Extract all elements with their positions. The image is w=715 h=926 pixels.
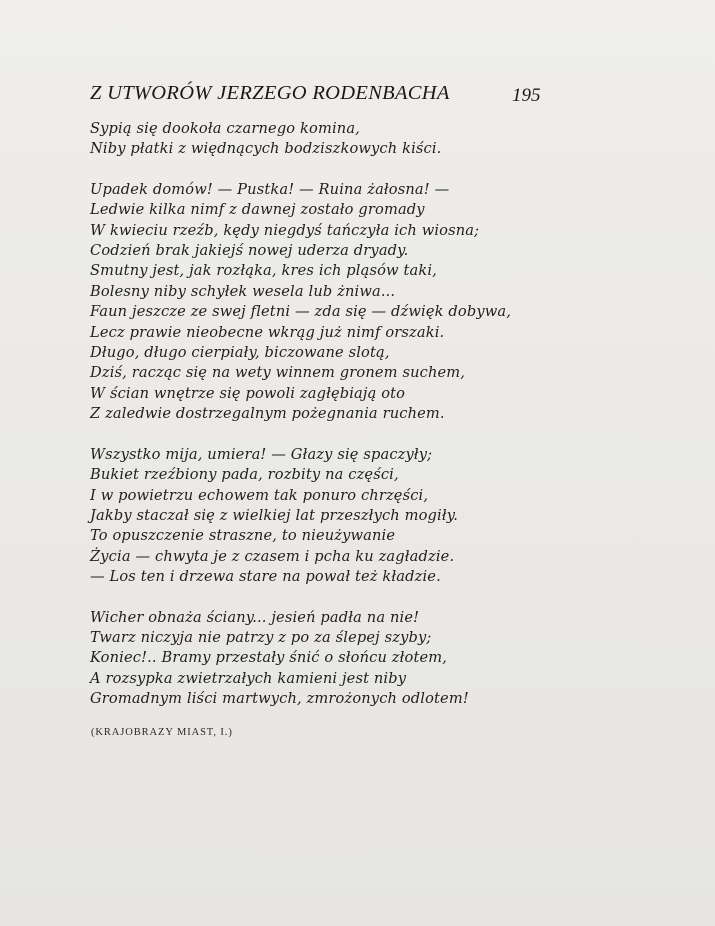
poem-line: Koniec!.. Bramy przestały śnić o słońcu złotem, — [90, 649, 448, 667]
running-header-title: Z UTWORÓW JERZEGO RODENBACHA — [90, 82, 450, 104]
poem-line: Życia — chwyta je z czasem i pcha ku zagładzie. — [90, 547, 455, 565]
poem-line: Bukiet rzeźbiony pada, rozbity na części, — [90, 466, 399, 484]
poem-line: W ścian wnętrze się powoli zagłębiają oto — [90, 384, 406, 402]
poem-line: Smutny jest, jak rozłąka, kres ich pląsów taki, — [90, 262, 437, 280]
poem-body — [90, 119, 540, 730]
stanza-3 — [90, 445, 540, 588]
poem-line: Bolesny niby schyłek wesela lub żniwa... — [90, 282, 396, 300]
poem-line: I w powietrzu echowem tak ponuro chrzęści, — [90, 486, 429, 504]
stanza-4 — [90, 608, 540, 710]
stanza-2 — [90, 180, 540, 425]
poem-line: Niby płatki z więdnących bodziszkowych kiści. — [90, 140, 442, 158]
poem-line: Upadek domów! — Pustka! — Ruina żałosna! — — [90, 180, 450, 198]
poem-line: Ledwie kilka nimf z dawnej zostało gromady — [90, 201, 425, 219]
poem-line: Długo, długo cierpiały, biczowane slotą, — [90, 344, 390, 362]
poem-line: Z zaledwie dostrzegalnym pożegnania ruchem. — [90, 405, 445, 423]
poem-line: Wszystko mija, umiera! — Głazy się spaczyły; — [90, 445, 433, 463]
poem-line: Gromadnym liści martwych, zmrożonych odlotem! — [90, 690, 469, 708]
poem-line: Jakby staczał się z wielkiej lat przeszłych mogiły. — [90, 506, 458, 524]
poem-line: A rozsypka zwietrzałych kamieni jest niby — [90, 669, 407, 687]
poem-line: Dziś, racząc się na wety winnem gronem suchem, — [90, 364, 466, 382]
source-citation: (KRAJOBRAZY MIAST, I.) — [91, 727, 233, 738]
poem-line: — Los ten i drzewa stare na pował też kładzie. — [90, 568, 441, 586]
stanza-1 — [90, 119, 540, 160]
poem-line: Faun jeszcze ze swej fletni — zda się — dźwięk dobywa, — [90, 303, 511, 321]
poem-line: Codzień brak jakiejś nowej uderza dryady. — [90, 242, 409, 260]
poem-line: Sypią się dookoła czarnego komina, — [90, 120, 360, 137]
poem-line: To opuszczenie straszne, to nieużywanie — [90, 527, 396, 545]
poem-line: Wicher obnaża ściany... jesień padła na nie! — [90, 608, 420, 626]
poem-line: Twarz niczyja nie patrzy z po za ślepej szyby; — [90, 628, 432, 646]
page-number: 195 — [512, 85, 541, 106]
poem-line: W kwieciu rzeźb, kędy niegdyś tańczyła ich wiosna; — [90, 221, 480, 239]
poem-line: Lecz prawie nieobecne wkrąg już nimf orszaki. — [90, 323, 445, 341]
